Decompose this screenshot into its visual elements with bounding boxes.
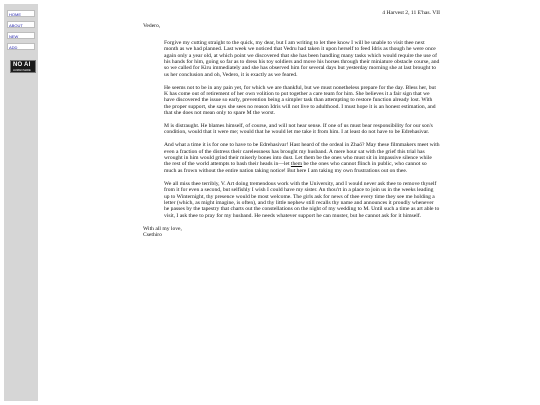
letter-paragraph-2: He seems not to be in any pain yet, for which we are thankful, but we must nonetheless prepare for the day. Bless her, but K has come out of retirement of her own volition to put together a care team for him. She believes it a fair sign that we have discovered the issue so early, prevention being a simpler task than attempting to restore function already lost. With the proper support, she says she sees no reason Idris will not live to adulthood. I must hope it is an honest estimation, and that she does not mean only to spare M the worst. — [164, 84, 436, 117]
nav-link-about[interactable]: ABOUT — [7, 21, 35, 28]
badge-subtitle: HUMAN MADE — [13, 69, 31, 72]
letter — [143, 10, 440, 238]
letter-salutation: Vedero, — [143, 23, 161, 30]
letter-paragraph-4: And what a time it is for one to have to be Edrehasivar! Hast heard of the ordeal in Zhaö? May these filmmakers meet with even a fraction of the distress their carelessness has brought my husband. A mere hour sat with the grief this trial has wrought in him would grind their miserly bones into dust. Let them be the ones who must sit in impassive silence while the rest of the world attempts to bash their heads in—let them be the ones who cannot flinch in public, who cannot so much as frown without the entire nation taking notice! But here I am taking my own frustrations out on thee. — [164, 142, 440, 174]
badge-title: NO AI — [13, 62, 31, 68]
letter-paragraph-5: We all miss thee terribly, V. Art doing tremendous work with the University, and I would never ask thee to remove thyself from it for even a second, but selfishly I wish I could have my sister. An thou'rt in a place to join us in the weeks leading up to Winternight, thy presence would be most welcome. The girls ask for news of thee every time they see me holding a letter (which, as might imagine, is often), and thy little nephew still recalls thy name and announces it proudly whenever he passes by the tapestry that charts out the constellations on the night of my wedding to M. Until such a time as art able to visit, I ask thee to pray for my husband. He needs whatever support he can muster, but he cannot ask for it himself. — [164, 180, 440, 219]
sidebar — [4, 4, 38, 401]
nav-link-add[interactable]: ADD — [7, 43, 35, 50]
nav-link-home[interactable]: HOME — [7, 10, 35, 17]
letter-closing: With all my love, — [143, 225, 182, 232]
no-ai-badge[interactable] — [10, 60, 36, 73]
letter-signature: Csethiro — [143, 231, 162, 238]
letter-paragraph-1: Forgive my cutting straight to the quick, my dear, but I am writing to let thee know I will be unable to visit thee next month as we had planned. Last week we noticed that Vedru had taken it upon herself to feed Idris as though he were once again only a year old, at which point we discovered that she has been handling many tasks which would require the use of his hands for him, going so far as to dress his toy soldiers and move his horses through their miniature obstacle course, and so we called for Kiru immediately and she has observed him for several days but yesterday morning she at last brought to us her conclusion and oh, Vedero, it is exactly as we feared. — [164, 39, 440, 78]
emphasis-underline: them — [290, 161, 303, 168]
letter-date: 4 Harvest 2, 11 E'has. VII — [382, 10, 440, 16]
letter-paragraph-3: M is distraught. He blames himself, of course, and will not hear sense. If one of us must bear responsibility for our son's condition, would that it were me; would that he would let me take it from him. I at least do not have to be Edrehasivar. — [164, 123, 433, 136]
nav-link-new[interactable]: NEW — [7, 32, 35, 39]
letter-closing-block — [143, 226, 440, 239]
